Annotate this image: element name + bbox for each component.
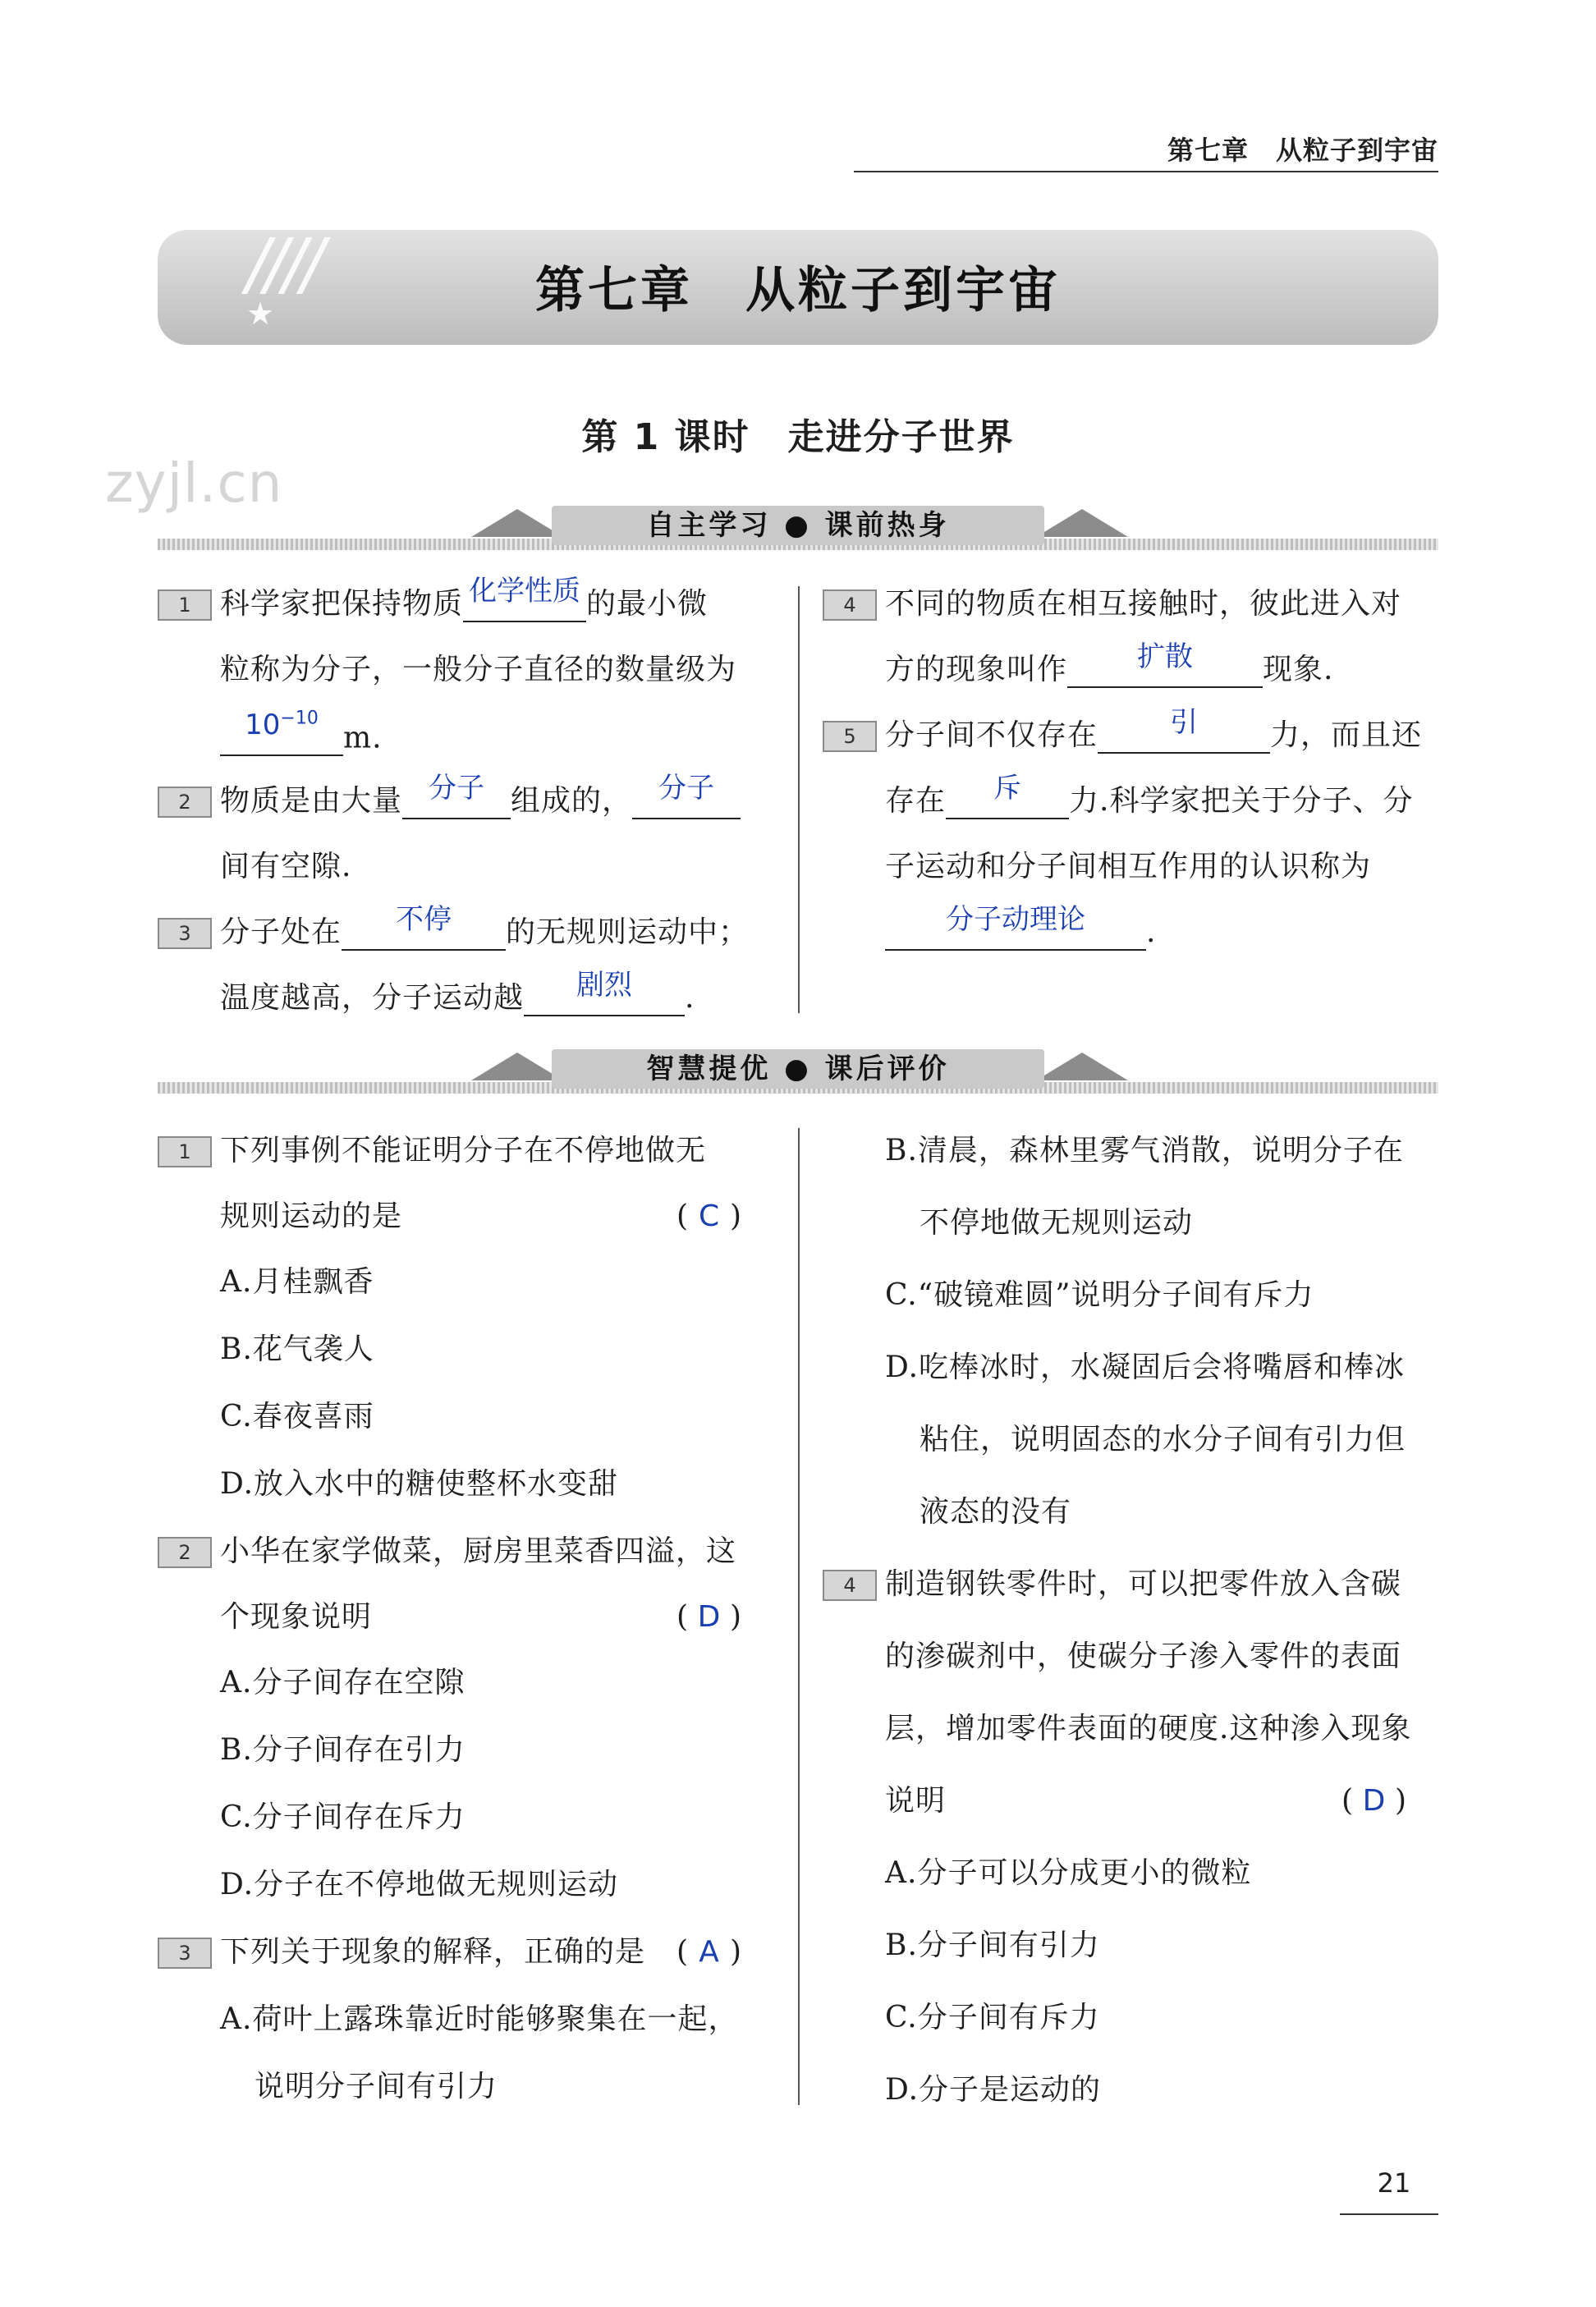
answer-text: 分子 — [658, 772, 715, 805]
question-text: 间有空隙. — [220, 850, 352, 883]
section-heading-pre: 自主学习 ● 课前热身 — [552, 506, 1044, 545]
answer-text: $10^{-10}$ — [245, 709, 319, 742]
answer-text: 不停 — [396, 903, 452, 936]
option-text: B.清晨，森林里雾气消散，说明分子在 — [885, 1134, 1404, 1167]
answer-bracket: ( D ) — [676, 1598, 742, 1637]
answer-text: 扩散 — [1137, 640, 1194, 673]
answer-text: 分子动理论 — [946, 903, 1085, 936]
answer-text: C — [698, 1199, 721, 1233]
option-text: 说明分子间有引力 — [255, 2070, 498, 2103]
answer-text: 剧烈 — [576, 969, 633, 1002]
option-text: D.放入水中的糖使整杯水变甜 — [220, 1467, 619, 1501]
option-text: C.“破镜难圆”说明分子间有斥力 — [885, 1278, 1314, 1312]
option-text: C.分子间有斥力 — [885, 2001, 1100, 2034]
question-number: 4 — [823, 1570, 877, 1601]
option-text: D.分子是运动的 — [885, 2073, 1102, 2107]
question-text: 的渗碳剂中，使碳分子渗入零件的表面 — [885, 1640, 1402, 1673]
question-text: 层，增加零件表面的硬度.这种渗入现象 — [885, 1712, 1412, 1745]
option-text: B.分子间存在引力 — [220, 1733, 466, 1767]
option-text: C.春夜喜雨 — [220, 1400, 374, 1433]
question-text: 下列事例不能证明分子在不停地做无 — [220, 1134, 707, 1167]
question-number: 2 — [158, 1537, 212, 1568]
answer-text: D — [697, 1600, 722, 1634]
option-text: 不停地做无规则运动 — [920, 1206, 1194, 1240]
answer-bracket: ( C ) — [676, 1197, 742, 1236]
section-heading-post: 智慧提优 ● 课后评价 — [552, 1049, 1044, 1089]
question-number: 3 — [158, 1938, 212, 1969]
question-text: 物质是由大量 分子 组成的， 分子 — [220, 782, 741, 821]
answer-text: 引 — [1170, 706, 1199, 739]
question-text: 方的现象叫作 扩散 现象. — [885, 640, 1334, 686]
question-text: 存在 斥 力.科学家把关于分子、分 — [885, 772, 1414, 818]
banner-decoration-icon: //// — [246, 223, 320, 304]
section-triangle-right-icon — [1036, 509, 1128, 537]
option-text: 粘住，说明固态的水分子间有引力但 — [920, 1423, 1406, 1456]
answer-text: 分子 — [429, 772, 485, 805]
option-text: D.吃棒冰时，水凝固后会将嘴唇和棒冰 — [885, 1351, 1406, 1384]
page-number: 21 — [1377, 2167, 1411, 2199]
option-text: 液态的没有 — [920, 1495, 1072, 1529]
answer-bracket: ( D ) — [1341, 1782, 1407, 1821]
answer-text: 斥 — [993, 772, 1022, 805]
question-text: 小华在家学做菜，厨房里菜香四溢，这 — [220, 1534, 737, 1568]
answer-text: D — [1362, 1784, 1387, 1818]
question-text: 说明 — [885, 1784, 947, 1818]
question-number: 1 — [158, 589, 212, 621]
section-triangle-left-icon — [471, 1053, 563, 1080]
lesson-title: 第 1 课时 走进分子世界 — [581, 416, 1015, 458]
option-text: B.花气袭人 — [220, 1332, 374, 1366]
option-text: C.分子间存在斥力 — [220, 1800, 466, 1834]
question-text: 子运动和分子间相互作用的认识称为 — [885, 850, 1372, 883]
question-text: 分子动理论 . — [885, 913, 1156, 952]
running-head: 第七章 从粒子到宇宙 — [1167, 135, 1438, 166]
section-triangle-right-icon — [1036, 1053, 1128, 1080]
star-icon: ★ — [246, 296, 275, 332]
question-text: 分子间不仅存在 引 力，而且还 — [885, 706, 1423, 752]
question-text: 个现象说明 — [220, 1600, 373, 1634]
question-text: 分子处在 不停 的无规则运动中； — [220, 903, 750, 949]
section-triangle-left-icon — [471, 509, 563, 537]
option-text: B.分子间有引力 — [885, 1929, 1100, 1962]
question-text: 科学家把保持物质 化学性质 的最小微 — [220, 575, 709, 621]
watermark: zyjl.cn — [105, 452, 283, 515]
question-number: 3 — [158, 918, 212, 949]
page-number-rule — [1340, 2213, 1438, 2215]
running-head-rule — [854, 171, 1438, 172]
question-text: 温度越高，分子运动越 剧烈 . — [220, 969, 695, 1015]
option-text: A.荷叶上露珠靠近时能够聚集在一起， — [220, 2002, 739, 2036]
question-number: 2 — [158, 787, 212, 818]
question-number: 4 — [823, 589, 877, 621]
option-text: A.分子可以分成更小的微粒 — [885, 1856, 1252, 1890]
answer-text: 化学性质 — [469, 575, 581, 608]
question-number: 5 — [823, 721, 877, 752]
question-text: 制造钢铁零件时，可以把零件放入含碳 — [885, 1567, 1402, 1601]
question-text: 不同的物质在相互接触时，彼此进入对 — [885, 587, 1402, 621]
chapter-title: 第七章 从粒子到宇宙 — [535, 262, 1061, 319]
answer-text: A — [699, 1935, 720, 1969]
option-text: A.月桂飘香 — [220, 1265, 374, 1299]
question-text: 规则运动的是 — [220, 1199, 403, 1233]
option-text: D.分子在不停地做无规则运动 — [220, 1868, 619, 1901]
question-text: 粒称为分子，一般分子直径的数量级为 — [220, 653, 737, 686]
question-text: 下列关于现象的解释，正确的是 — [220, 1935, 646, 1969]
question-text: $10^{-10}m$. — [220, 716, 383, 758]
option-text: A.分子间存在空隙 — [220, 1666, 466, 1699]
answer-bracket: ( A ) — [676, 1933, 742, 1972]
column-divider — [798, 586, 800, 1013]
column-divider — [798, 1128, 800, 2105]
question-number: 1 — [158, 1136, 212, 1167]
